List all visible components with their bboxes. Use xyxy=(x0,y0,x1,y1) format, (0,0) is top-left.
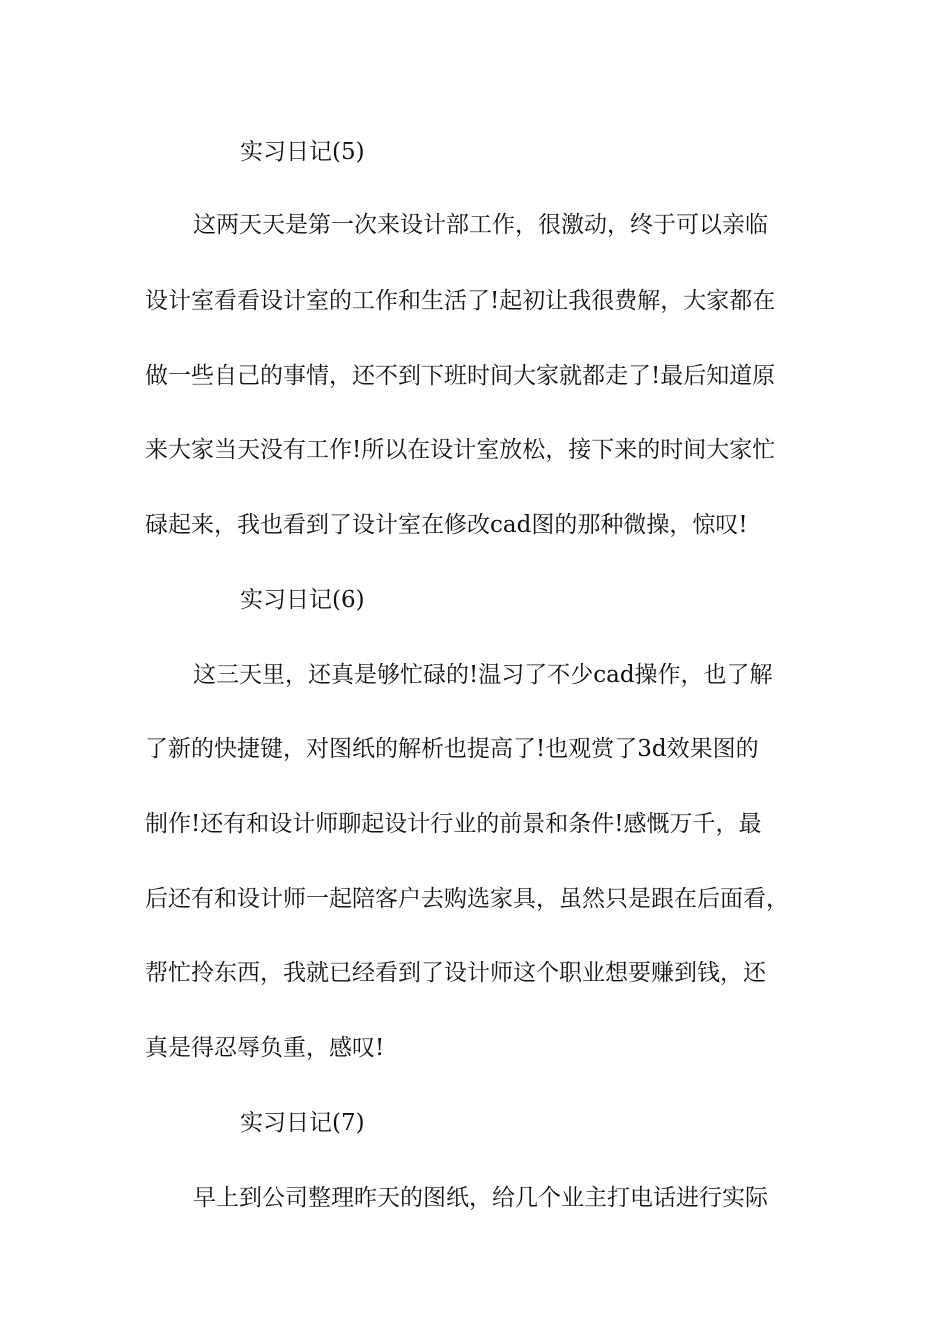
diary-heading: 实习日记(5) xyxy=(240,139,365,165)
paragraph-line: 设计室看看设计室的工作和生活了!起初让我很费解，大家都在 xyxy=(145,288,776,314)
paragraph-line: 来大家当天没有工作!所以在设计室放松，接下来的时间大家忙 xyxy=(145,437,776,463)
paragraph-line: 这三天里，还真是够忙碌的!温习了不少cad操作，也了解 xyxy=(193,662,773,688)
paragraph-line: 真是得忍辱负重，感叹! xyxy=(145,1035,385,1061)
paragraph-line: 了新的快捷键，对图纸的解析也提高了!也观赏了3d效果图的 xyxy=(145,736,759,762)
paragraph-line: 帮忙拎东西，我就已经看到了设计师这个职业想要赚到钱，还 xyxy=(145,960,766,986)
paragraph-line: 这两天天是第一次来设计部工作，很激动，终于可以亲临 xyxy=(193,212,768,238)
paragraph-line: 制作!还有和设计师聊起设计行业的前景和条件!感慨万千，最 xyxy=(145,811,762,837)
diary-heading: 实习日记(7) xyxy=(240,1110,365,1136)
paragraph-line: 早上到公司整理昨天的图纸，给几个业主打电话进行实际 xyxy=(193,1185,768,1211)
paragraph-line: 碌起来，我也看到了设计室在修改cad图的那种微操，惊叹! xyxy=(145,512,748,538)
paragraph-line: 后还有和设计师一起陪客户去购选家具，虽然只是跟在后面看， xyxy=(145,886,789,912)
diary-heading: 实习日记(6) xyxy=(240,587,365,613)
paragraph-line: 做一些自己的事情，还不到下班时间大家就都走了!最后知道原 xyxy=(145,363,776,389)
